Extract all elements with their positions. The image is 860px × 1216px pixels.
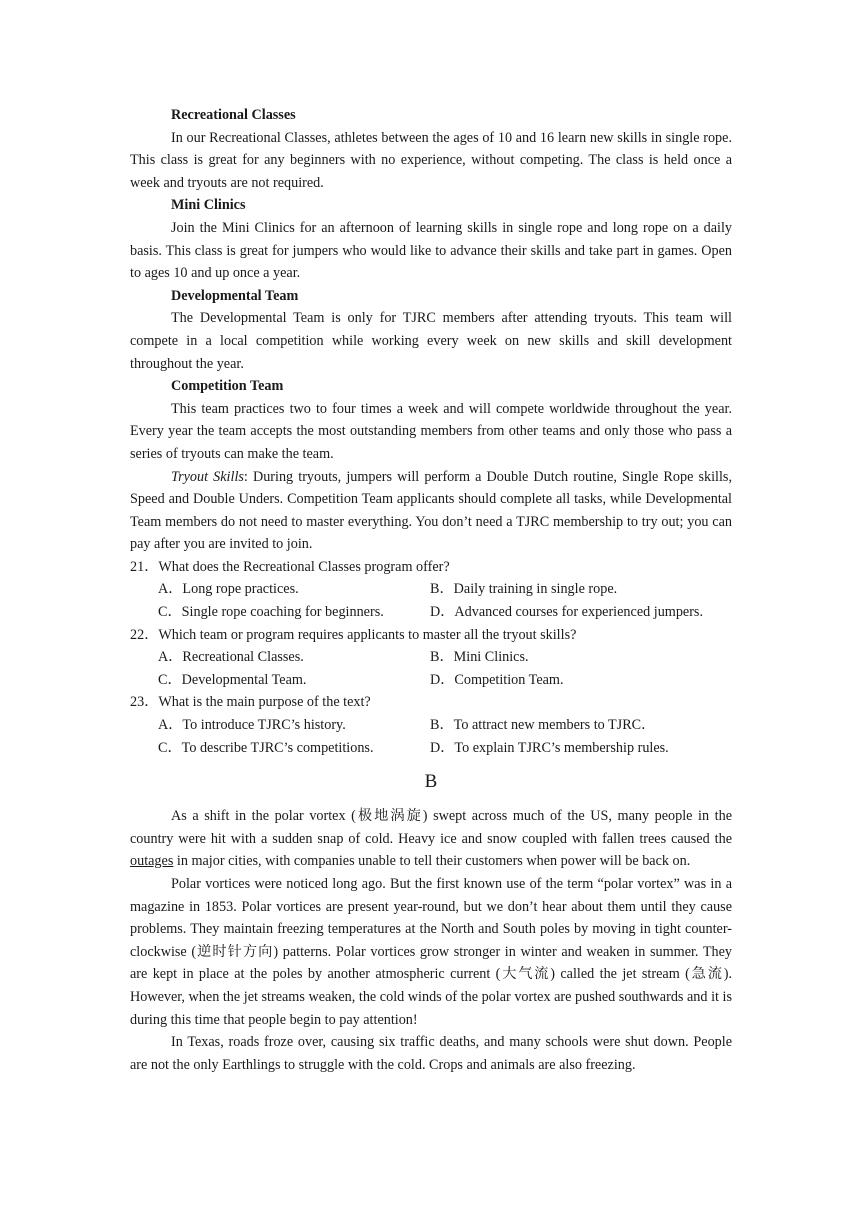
option-b: B．Mini Clinics. bbox=[430, 649, 529, 666]
options bbox=[130, 646, 732, 691]
passage-b-letter: B bbox=[424, 771, 438, 793]
option-b: B．To attract new members to TJRC． bbox=[430, 717, 656, 734]
option-d: D．Advanced courses for experienced jumpers. bbox=[430, 604, 704, 621]
section-text-recreational: In our Recreational Classes, athletes between the ages of 10 and 16 learn new skills in single rope. This class is great for any beginners with no experience, without competing. The class is held once a week and tryouts are not required. bbox=[130, 129, 732, 191]
option-c: C．Single rope coaching for beginners. bbox=[158, 604, 384, 621]
passage-b-paragraph-1 bbox=[130, 805, 732, 873]
option-b: B．Daily training in single rope. bbox=[430, 581, 618, 598]
question-22 bbox=[130, 624, 732, 692]
document-content bbox=[130, 104, 732, 1076]
section-text-mini-clinics: Join the Mini Clinics for an afternoon of learning skills in single rope and long rope on a daily basis. This class is great for jumpers who would like to advance their skills and take part in games. Open to ages 10 and up once a year. bbox=[130, 219, 732, 282]
section-title-mini-clinics: Mini Clinics bbox=[171, 197, 246, 214]
option-a: A．Recreational Classes. bbox=[158, 649, 304, 666]
section-text-developmental: The Developmental Team is only for TJRC members after attending tryouts. This team will compete in a local competition while working every week on new skills and skill development throughout the year. bbox=[130, 310, 732, 372]
section-title-developmental: Developmental Team bbox=[171, 287, 299, 304]
options bbox=[130, 714, 732, 759]
option-c: C．To describe TJRC’s competitions. bbox=[158, 739, 374, 756]
section-text-competition: This team practices two to four times a week and will compete worldwide throughout the year. Every year the team accepts the most outstanding members from other teams and only those who pass a series of tryouts can make the team. bbox=[130, 400, 732, 462]
tryout-skills-paragraph bbox=[130, 466, 732, 556]
option-d: D．To explain TJRC’s membership rules. bbox=[430, 739, 669, 756]
question-stem: 22．Which team or program requires applicants to master all the tryout skills? bbox=[130, 626, 577, 643]
tryout-skills-label: Tryout Skills bbox=[171, 468, 244, 485]
option-c: C．Developmental Team. bbox=[158, 671, 307, 688]
options bbox=[130, 578, 732, 623]
question-stem: 21．What does the Recreational Classes program offer? bbox=[130, 558, 450, 575]
section-title-competition: Competition Team bbox=[171, 378, 284, 395]
option-a: A．To introduce TJRC’s history. bbox=[158, 717, 346, 734]
question-23 bbox=[130, 691, 732, 759]
tryout-skills-text: : During tryouts, jumpers will perform a Double Dutch routine, Single Rope skills, Speed and Double Unders. Competition Team applicants should complete all tasks, while Developmental Team members do not need to master everything. You don’t need a TJRC membership to try out; you can pay after you are invited to join. bbox=[130, 468, 732, 553]
passage-b-paragraph-2: Polar vortices were noticed long ago. But the first known use of the term “polar vortex” was in a magazine in 1853. Polar vortices are present year-round, but we don’t hear about them until they cause problems. They maintain freezing temperatures at the North and South poles by moving in tight counter-clockwise (逆时针方向) patterns. Polar vortices grow stronger in winter and weaken in summer. They are kept in place at the poles by another atmospheric current (大气流) called the jet stream (急流). However, when the jet streams weaken, the cold winds of the polar vortex are pushed southwards and it is during this time that people begin to pay attention! bbox=[130, 876, 732, 1028]
question-stem: 23．What is the main purpose of the text? bbox=[130, 694, 371, 711]
option-a: A．Long rope practices. bbox=[158, 581, 299, 598]
underlined-word-outages: outages bbox=[130, 853, 174, 870]
passage-b-paragraph-3: In Texas, roads froze over, causing six traffic deaths, and many schools were shut down. People are not the only Earthlings to struggle with the cold. Crops and animals are also freezing. bbox=[130, 1034, 732, 1073]
passage-b-p1-end: in major cities, with companies unable to tell their customers when power will be back on. bbox=[173, 853, 691, 870]
question-21 bbox=[130, 556, 732, 624]
section-title-recreational: Recreational Classes bbox=[171, 107, 296, 123]
option-d: D．Competition Team. bbox=[430, 671, 564, 688]
passage-b-p1-start: As a shift in the polar vortex (极地涡旋) swept across much of the US, many people in the country were hit with a sudden snap of cold. Heavy ice and snow coupled with fallen trees caused the bbox=[130, 808, 732, 847]
